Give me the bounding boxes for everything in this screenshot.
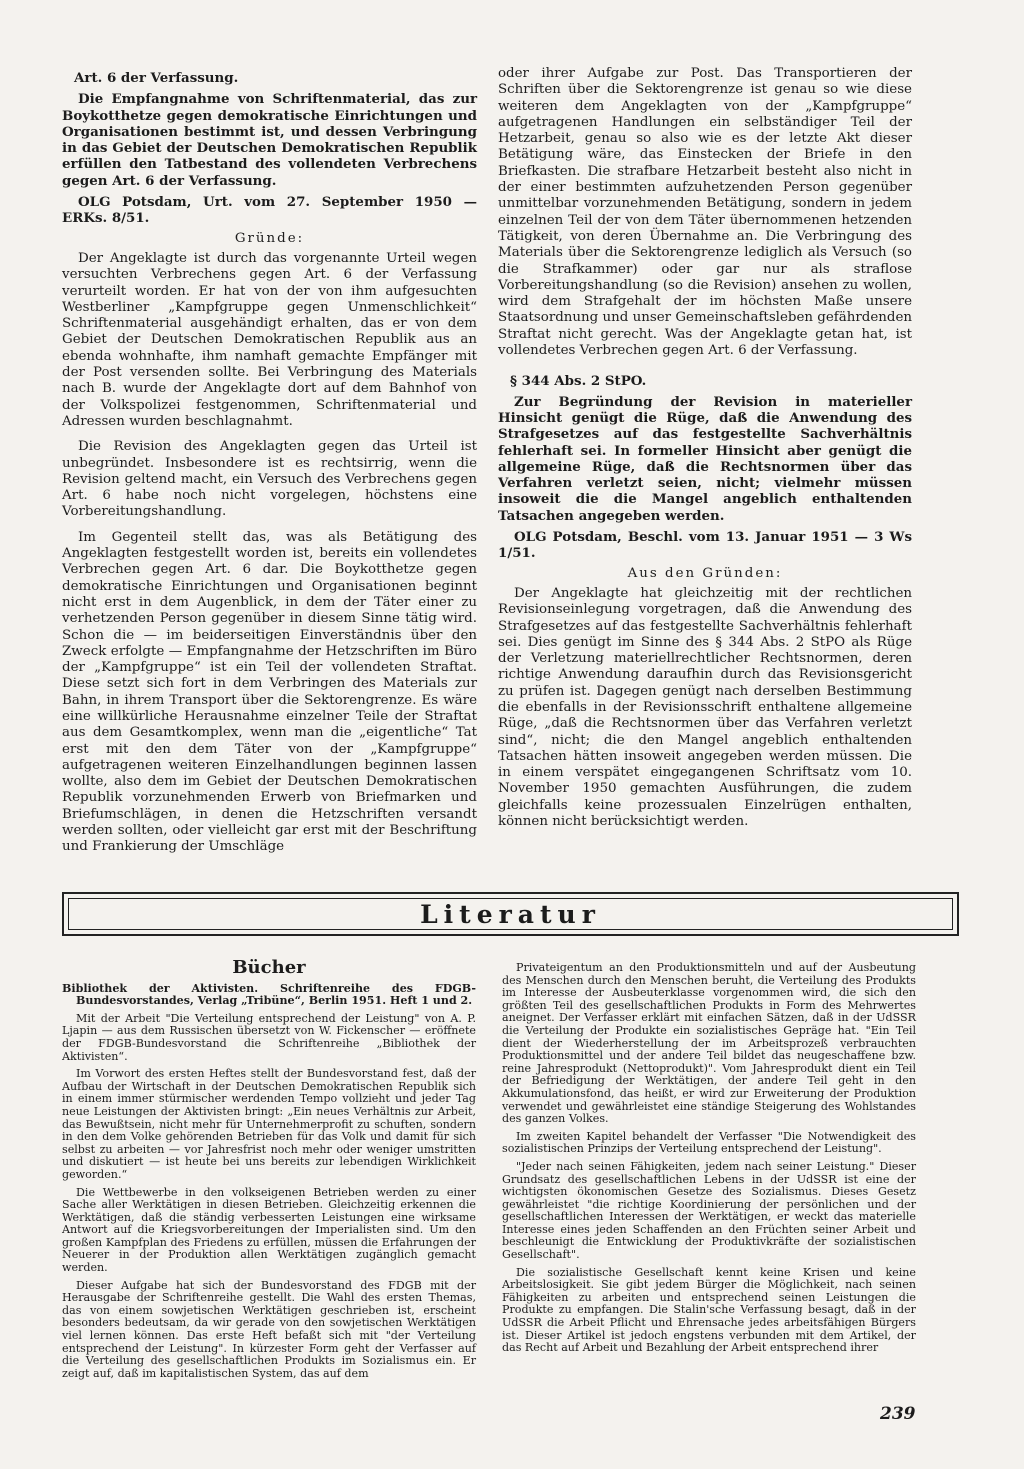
column-lower-right <box>502 962 916 1355</box>
paragraph: Mit der Arbeit "Die Verteilung entsprechend der Leistung" von A. P. Ljapin — aus dem Russischen übersetzt von W. Fickenscher — eröffnete der FDGB-Bundesvorstand die Schriftenreihe „Bibliothek der Aktivisten“. <box>62 1011 476 1063</box>
paragraph: Im zweiten Kapitel behandelt der Verfasser "Die Notwendigkeit des sozialistischen Prinzips der Verteilung entsprechend der Leistung". <box>502 1129 916 1156</box>
article-citation: OLG Potsdam, Urt. vom 27. September 1950 — ERKs. 8/51. <box>62 194 477 227</box>
literatur-title: Literatur <box>420 900 601 929</box>
section-heading: Aus den Gründen: <box>627 565 783 581</box>
section-heading: Gründe: <box>234 230 305 246</box>
article-citation: OLG Potsdam, Beschl. vom 13. Januar 1951 — 3 Ws 1/51. <box>498 529 912 562</box>
paragraph: "Jeder nach seinen Fähigkeiten, jedem nach seiner Leistung." Dieser Grundsatz des gesellschaftlichen Lebens in der UdSSR ist eine der wichtigsten ökonomischen Gesetze des Sozialismus. Dieses Gesetz gewährleistet "die richtige Koordinierung der persönlichen und der gesellschaftlichen Interessen der Werktätigen, er weckt das materielle Interesse eines jeden Schaffenden an den Früchten seiner Arbeit und beschleunigt die Entwicklung der Produktivkräfte der sozialistischen Gesellschaft". <box>502 1159 916 1262</box>
paragraph: Die Revision des Angeklagten gegen das Urteil ist unbegründet. Insbesondere ist es rechtsirrig, wenn die Revision geltend macht, ein Versuch des Verbrechens gegen Art. 6 habe noch nicht vorgelegen, höchstens eine Vorbereitungshandlung. <box>62 439 477 520</box>
article-headnote: Die Empfangnahme von Schriftenmaterial, das zur Boykotthetze gegen demokratische Einrichtungen und Organisationen bestimmt ist, und dessen Verbringung in das Gebiet der Deutschen Demokratischen Republik erfüllen den Tatbestand des vollendeten Verbrechens gegen Art. 6 der Verfassung. <box>62 91 477 189</box>
paragraph: oder ihrer Aufgabe zur Post. Das Transportieren der Schriften über die Sektorengrenze ist genau so wie diese weiteren dem Angeklagten von der „Kampfgruppe“ aufgetragenen Handlungen ein selbständiger Teil der Hetzarbeit, genau so also wie es der letzte Akt dieser Betätigung wäre, das Einstecken der Briefe in den Briefkasten. Die strafbare Hetzarbeit besteht also nicht in der einer bestimmten aufzuhetzenden Person gegenüber unmittelbar vorzunehmenden Betätigung, sondern in jedem einzelnen Teil der von dem Täter übernommenen hetzenden Tätigkeit, von deren Übernahme an. Die Verbringung des Materials über die Sektorengrenze lediglich als Versuch (so die Strafkammer) oder gar nur als straflose Vorbereitungshandlung (so die Revision) ansehen zu wollen, wird dem Strafgehalt der im höchsten Maße unsere Staatsordnung und unser Gemeinschaftsleben gefährdenden Straftat nicht gerecht. Was der Angeklagte getan hat, ist vollendetes Verbrechen gegen Art. 6 der Verfassung. <box>498 66 912 359</box>
page-number: 239 <box>880 1404 916 1424</box>
paragraph: Im Gegenteil stellt das, was als Betätigung des Angeklagten festgestellt worden ist, bereits ein vollendetes Verbrechen gegen Art. 6 dar. Die Boykotthetze gegen demokratische Einrichtungen und Organisationen beginnt nicht erst in dem Augenblick, in dem der Täter einer zu verhetzenden Person gegenüber in diesem Sinne tätig wird. Schon die — im beiderseitigen Einverständnis über den Zweck erfolgte — Empfangnahme der Hetzschriften im Büro der „Kampfgruppe“ ist ein Teil der vollendeten Straftat. Diese setzt sich fort in dem Verbringen des Materials zur Bahn, in ihrem Transport über die Sektorengrenze. Es wäre eine willkürliche Herausnahme einzelner Teile der Straftat aus dem Gesamtkomplex, wenn man die „eigentliche“ Tat erst mit den dem Täter von der „Kampfgruppe“ aufgetragenen weiteren Einzelhandlungen beginnen lassen wollte, also dem im Gebiet der Deutschen Demokratischen Republik vorzunehmenden Erwerb von Briefmarken und Briefumschlägen, in denen die Hetzschriften versandt werden sollten, oder vielleicht gar erst mit der Beschriftung und Frankierung der Umschläge <box>62 529 477 855</box>
paragraph: Die sozialistische Gesellschaft kennt keine Krisen und keine Arbeitslosigkeit. Sie gibt jedem Bürger die Möglichkeit, nach seinen Fähigkeiten zu arbeiten und entsprechend seinen Leistungen die Produkte zu empfangen. Die Stalin'sche Verfassung besagt, daß in der UdSSR die Arbeit Pflicht und Ehrensache jedes arbeitsfähigen Bürgers ist. Dieser Artikel ist jedoch engstens verbunden mit dem Artikel, der das Recht auf Arbeit und Bezahlung der Arbeit entsprechend ihrer <box>502 1265 916 1355</box>
article-heading: § 344 Abs. 2 StPO. <box>510 373 647 390</box>
paragraph: Der Angeklagte hat gleichzeitig mit der rechtlichen Revisionseinlegung vorgetragen, daß die Anwendung des Strafgesetzes auf das festgestellte Sachverhältnis fehlerhaft sei. Dies genügt im Sinne des § 344 Abs. 2 StPO als Rüge der Verletzung materiellrechtlicher Rechtsnormen, deren richtige Anwendung daraufhin durch das Revisionsgericht zu prüfen ist. Dagegen genügt nach derselben Bestimmung die ebenfalls in der Revisionsschrift enthaltene allgemeine Rüge, „daß die Rechtsnormen über das Verfahren verletzt sind“, nicht; die den Mangel angeblich enthaltenden Tatsachen hätten insoweit angegeben werden müssen. Die in einem verspätet eingegangenen Schriftsatz vom 10. November 1950 gemachten Ausführungen, die zudem gleichfalls keine prozessualen Einzelrügen enthalten, können nicht berücksichtigt werden. <box>498 585 912 830</box>
paragraph: Der Angeklagte ist durch das vorgenannte Urteil wegen versuchten Verbrechens gegen Art. 6 der Verfassung verurteilt worden. Er hat von der von ihm aufgesuchten Westberliner „Kampfgruppe gegen Unmenschlichkeit“ Schriftenmaterial ausgehändigt erhalten, das er von dem Gebiet der Deutschen Demokratischen Republik aus an ebenda wohnhafte, ihm namhaft gemachte Empfänger mit der Post versenden sollte. Bei Verbringung des Materials nach B. wurde der Angeklagte dort auf dem Bahnhof von der Volkspolizei festgenommen, Schriftenmaterial und Adressen wurden beschlagnahmt. <box>62 250 477 429</box>
paragraph: Dieser Aufgabe hat sich der Bundesvorstand des FDGB mit der Herausgabe der Schriftenreihe gestellt. Die Wahl des ersten Themas, das von einem sowjetischen Werktätigen geschrieben ist, erscheint besonders bedeutsam, da wir gerade von den sowjetischen Werktätigen viel lernen können. Das erste Heft befaßt sich mit "der Verteilung entsprechend der Leistung". In kürzester Form geht der Verfasser auf die Verteilung des gesellschaftlichen Produkts im Sozialismus ein. Er zeigt auf, daß im kapitalistischen System, das auf dem <box>62 1278 476 1380</box>
article-heading: Art. 6 der Verfassung. <box>74 70 239 86</box>
column-lower-left <box>62 957 476 1380</box>
article-headnote: Zur Begründung der Revision in materieller Hinsicht genügt die Rüge, daß die Anwendung des Strafgesetzes auf das festgestellte Sachverhältnis fehlerhaft sei. In formeller Hinsicht aber genügt die allgemeine Rüge, daß die Rechtsnormen über das Verfahren verletzt seien, nicht; vielmehr müssen insoweit die die Mangel angeblich enthaltenden Tatsachen angegeben werden. <box>498 393 912 524</box>
paragraph: Privateigentum an den Produktionsmitteln und auf der Ausbeutung des Menschen durch den Menschen beruht, die Verteilung des Produkts im Interesse der Ausbeuterklasse vorgenommen wird, die sich den größten Teil des gesellschaftlichen Produkts in Form des Mehrwertes aneignet. Der Verfasser erklärt mit einfachen Sätzen, daß in der UdSSR die Verteilung der Produkte ein sozialistisches Gepräge hat. "Ein Teil dient der Wiederherstellung der im Arbeitsprozeß verbrauchten Produktionsmittel und der andere Teil bildet das neugeschaffene bzw. reine Jahresprodukt (Nettoprodukt)". Vom Jahresprodukt dient ein Teil der Befriedigung der Werktätigen, der andere Teil geht in den Akkumulationsfond, das heißt, er wird zur Erweiterung der Produktion verwendet und gewährleistet eine ständige Steigerung des Wohlstandes des ganzen Volkes. <box>502 961 916 1126</box>
column-upper-right <box>498 66 912 830</box>
paragraph: Die Wettbewerbe in den volkseigenen Betrieben werden zu einer Sache aller Werktätigen in diesen Betrieben. Gleichzeitig erkennen die Werktätigen, daß die ständig verbesserten Leistungen eine wirksame Antwort auf die Kriegsvorbereitungen der Imperialisten sind. Um den großen Kampfplan des Friedens zu erfüllen, müssen die Erfahrungen der Neuerer in der Produktion allen Werktätigen zugänglich gemacht werden. <box>62 1185 476 1275</box>
column-upper-left <box>62 70 477 856</box>
literatur-banner <box>62 892 959 936</box>
book-reference: Bibliothek der Aktivisten. Schriftenreihe des FDGB-Bundesvorstandes, Verlag „Tribüne“, Berlin 1951. Heft 1 und 2. <box>62 981 476 1008</box>
books-heading: Bücher <box>232 957 306 978</box>
paragraph: Im Vorwort des ersten Heftes stellt der Bundesvorstand fest, daß der Aufbau der Wirtschaft in der Deutschen Demokratischen Republik sich in einem immer stürmischer werdenden Tempo vollzieht und jeder Tag neue Leistungen der Aktivisten bringt: „Ein neues Verhältnis zur Arbeit, das Bewußtsein, nicht mehr für Unternehmerprofit zu schuften, sondern in den dem Volke gehörenden Betrieben für das Volk und damit für sich selbst zu arbeiten — vor Jahresfrist noch mehr oder weniger umstritten und diskutiert — ist heute bei uns bereits zur lebendigen Wirklichkeit geworden.“ <box>62 1067 476 1181</box>
